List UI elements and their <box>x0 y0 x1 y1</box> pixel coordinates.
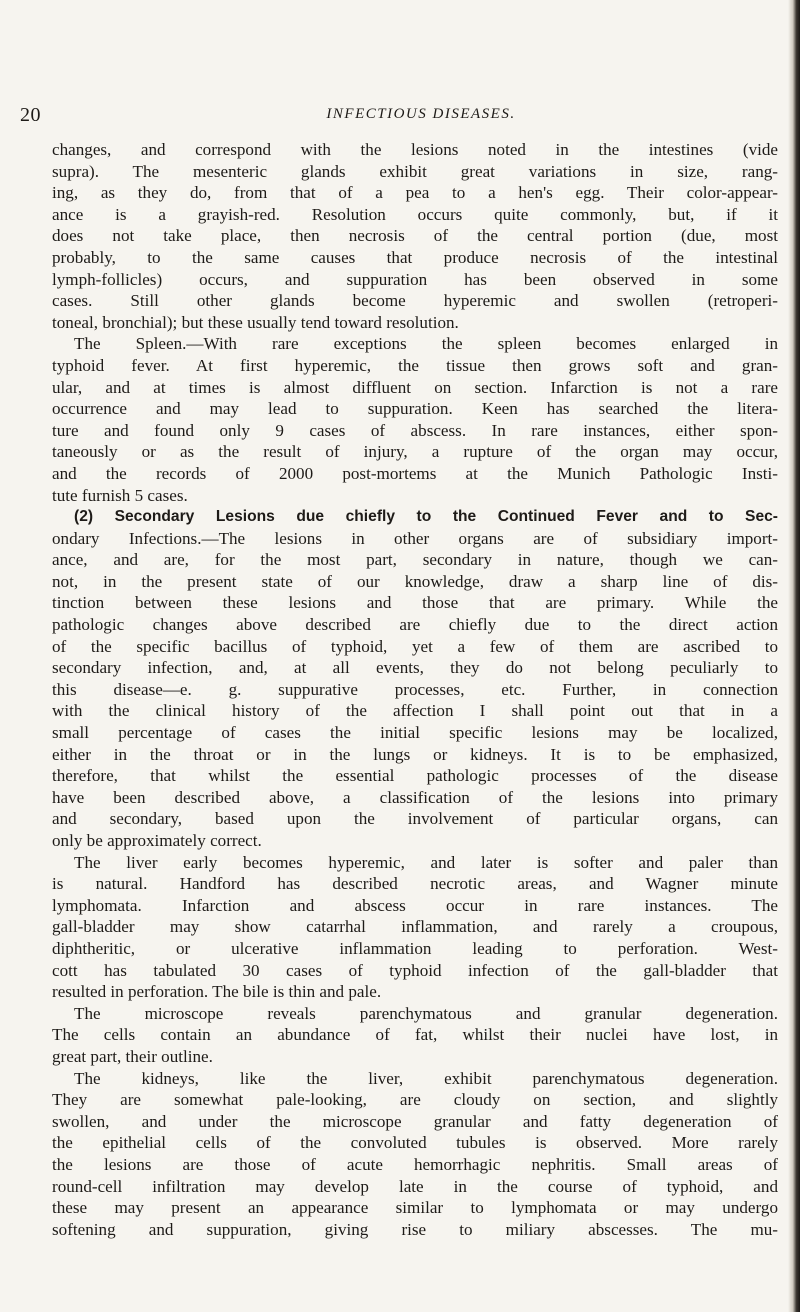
text-line: gall-bladder may show catarrhal inflammation, and rarely a croupous, <box>52 917 778 937</box>
text-line: They are somewhat pale-looking, are cloudy on section, and slightly <box>52 1090 778 1110</box>
text-line: tinction between these lesions and those that are primary. While the <box>52 593 778 613</box>
text-line: probably, to the same causes that produce necrosis of the intestinal <box>52 247 778 267</box>
text-line: does not take place, then necrosis of the central portion (due, most <box>52 226 778 246</box>
text-line: ance, and are, for the most part, secondary in nature, though we can- <box>52 550 778 570</box>
text-line: occurrence and may lead to suppuration. Keen has searched the litera- <box>52 399 778 419</box>
text-line: The Spleen.—With rare exceptions the spleen becomes enlarged in <box>74 334 778 354</box>
text-line: tute furnish 5 cases. <box>52 485 188 505</box>
text-line: The kidneys, like the liver, exhibit parenchymatous degeneration. <box>74 1068 778 1088</box>
text-line: softening and suppuration, giving rise to miliary abscesses. The mu- <box>52 1219 778 1239</box>
text-line: the epithelial cells of the convoluted tubules is observed. More rarely <box>52 1133 778 1153</box>
text-line: is natural. Handford has described necrotic areas, and Wagner minute <box>52 874 778 894</box>
text-line: the lesions are those of acute hemorrhagic nephritis. Small areas of <box>52 1154 778 1174</box>
text-line: secondary infection, and, at all events, they do not belong peculiarly to <box>52 658 778 678</box>
body-text <box>52 139 778 1240</box>
text-line: round-cell infiltration may develop late in the course of typhoid, and <box>52 1176 778 1196</box>
running-title: INFECTIOUS DISEASES. <box>326 106 516 122</box>
text-line: ture and found only 9 cases of abscess. In rare instances, either spon- <box>52 420 778 440</box>
text-line: ance is a grayish-red. Resolution occurs quite commonly, but, if it <box>52 204 778 224</box>
text-line: either in the throat or in the lungs or kidneys. It is to be emphasized, <box>52 744 778 764</box>
text-line: changes, and correspond with the lesions noted in the intestines (vide <box>52 140 778 159</box>
text-line: and the records of 2000 post-mortems at the Munich Pathologic Insti- <box>52 463 778 483</box>
text-line: typhoid fever. At first hyperemic, the tissue then grows soft and gran- <box>52 355 778 375</box>
page-number: 20 <box>20 104 41 126</box>
text-line: The cells contain an abundance of fat, whilst their nuclei have lost, in <box>52 1025 778 1045</box>
text-line: The microscope reveals parenchymatous and granular degeneration. <box>74 1003 778 1023</box>
text-line: great part, their outline. <box>52 1046 213 1066</box>
page-edge-shadow <box>788 0 800 1312</box>
text-line: ondary Infections.—The lesions in other organs are of subsidiary import- <box>52 528 778 548</box>
text-line: small percentage of cases the initial specific lesions may be localized, <box>52 723 778 743</box>
text-line: ing, as they do, from that of a pea to a hen's egg. Their color-appear- <box>52 183 778 203</box>
text-line: swollen, and under the microscope granular and fatty degeneration of <box>52 1111 778 1131</box>
text-line: diphtheritic, or ulcerative inflammation leading to perforation. West- <box>52 938 778 958</box>
section-heading-line: (2) Secondary Lesions due chiefly to the Continued Fever and to Sec- <box>74 508 778 526</box>
text-line: this disease—e. g. suppurative processes, etc. Further, in connection <box>52 679 778 699</box>
text-line: have been described above, a classification of the lesions into primary <box>52 787 778 807</box>
text-line: only be approximately correct. <box>52 831 262 850</box>
text-line: lymphomata. Infarction and abscess occur in rare instances. The <box>52 895 778 915</box>
text-line: cott has tabulated 30 cases of typhoid infection of the gall-bladder that <box>52 960 778 980</box>
text-line: resulted in perforation. The bile is thin and pale. <box>52 982 382 1002</box>
text-line: ular, and at times is almost diffluent on section. Infarction is not a rare <box>52 377 778 397</box>
text-line: therefore, that whilst the essential pathologic processes of the disease <box>52 766 778 786</box>
text-line: cases. Still other glands become hyperemic and swollen (retroperi- <box>52 291 778 311</box>
text-line: toneal, bronchial); but these usually tend toward resolution. <box>52 312 459 332</box>
text-line: pathologic changes above described are chiefly due to the direct action <box>52 615 778 635</box>
text-line: The liver early becomes hyperemic, and later is softer and paler than <box>74 852 778 872</box>
text-line: with the clinical history of the affection I shall point out that in a <box>52 701 778 721</box>
text-line: lymph-follicles) occurs, and suppuration has been observed in some <box>52 269 778 289</box>
text-line: taneously or as the result of injury, a rupture of the organ may occur, <box>52 442 778 462</box>
text-line: these may present an appearance similar to lymphomata or may undergo <box>52 1198 778 1218</box>
text-line: supra). The mesenteric glands exhibit great variations in size, rang- <box>52 161 778 181</box>
text-line: not, in the present state of our knowledge, draw a sharp line of dis- <box>52 571 778 591</box>
text-line: of the specific bacillus of typhoid, yet a few of them are ascribed to <box>52 636 778 656</box>
text-line: and secondary, based upon the involvement of particular organs, can <box>52 809 778 829</box>
